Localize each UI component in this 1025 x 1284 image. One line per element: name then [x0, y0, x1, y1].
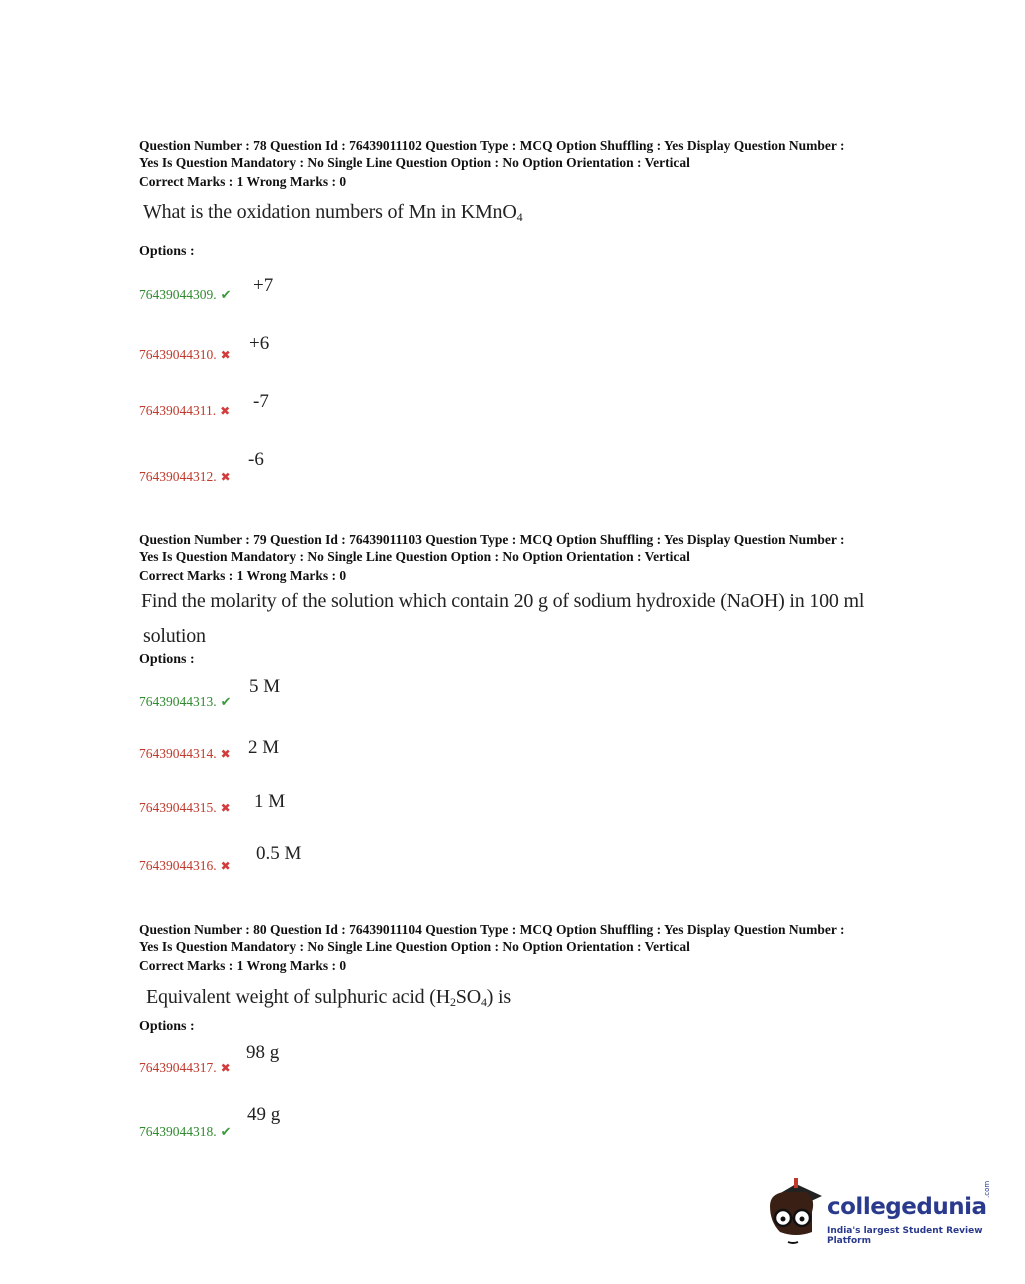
meta-line-2: Yes Is Question Mandatory : No Single Line Question Option : No Option Orientation : Vertical — [139, 939, 690, 954]
question-78-text: What is the oxidation numbers of Mn in KMnO$_4$ — [143, 201, 523, 224]
cross-mark-icon: ✖ — [220, 470, 231, 484]
option-id: 76439044315. ✖ — [139, 800, 231, 815]
option-value: +7 — [253, 275, 274, 296]
question-79-meta — [139, 531, 939, 584]
option-id: 76439044310. ✖ — [139, 347, 231, 362]
option-id: 76439044318. ✔ — [139, 1124, 232, 1139]
meta-line-1: Question Number : 79 Question Id : 76439011103 Question Type : MCQ Option Shuffling : Yes Display Question Number : — [139, 532, 845, 547]
option-id: 76439044316. ✖ — [139, 858, 231, 873]
option-value: -7 — [253, 391, 269, 412]
option-id: 76439044309. ✔ — [139, 287, 232, 302]
meta-line-1: Question Number : 80 Question Id : 76439011104 Question Type : MCQ Option Shuffling : Yes Display Question Number : — [139, 922, 845, 937]
marks-line: Correct Marks : 1 Wrong Marks : 0 — [139, 958, 347, 973]
option-id: 76439044317. ✖ — [139, 1060, 231, 1075]
option-id: 76439044312. ✖ — [139, 469, 231, 484]
cross-mark-icon: ✖ — [220, 1061, 231, 1075]
option-id: 76439044311. ✖ — [139, 403, 231, 418]
option-value: 5 M — [249, 676, 281, 697]
question-79-text-line-2: solution — [143, 625, 206, 647]
options-label: Options : — [139, 1019, 195, 1034]
option-value: 1 M — [254, 791, 286, 812]
meta-line-1: Question Number : 78 Question Id : 76439011102 Question Type : MCQ Option Shuffling : Yes Display Question Number : — [139, 138, 845, 153]
option-value: 49 g — [247, 1104, 281, 1125]
marks-line: Correct Marks : 1 Wrong Marks : 0 — [139, 568, 347, 583]
option-value: -6 — [248, 449, 264, 470]
option-id: 76439044314. ✖ — [139, 746, 231, 761]
option-value: +6 — [249, 333, 270, 354]
brand-suffix: .com — [983, 1180, 991, 1198]
collegedunia-mascot-logo — [766, 1176, 826, 1246]
option-value: 0.5 M — [256, 843, 302, 864]
question-80-meta — [139, 921, 939, 974]
cross-mark-icon: ✖ — [220, 348, 231, 362]
check-mark-icon: ✔ — [220, 287, 232, 302]
options-label: Options : — [139, 652, 195, 667]
option-value: 2 M — [248, 737, 280, 758]
question-80-text: Equivalent weight of sulphuric acid $(H_2SO_4)$ is — [146, 986, 511, 1009]
check-mark-icon: ✔ — [220, 1124, 232, 1139]
options-label: Options : — [139, 244, 195, 259]
question-78-meta — [139, 137, 939, 190]
cross-mark-icon: ✖ — [220, 404, 231, 418]
marks-line: Correct Marks : 1 Wrong Marks : 0 — [139, 174, 347, 189]
cross-mark-icon: ✖ — [220, 801, 231, 815]
option-id: 76439044313. ✔ — [139, 694, 232, 709]
cross-mark-icon: ✖ — [220, 859, 231, 873]
meta-line-2: Yes Is Question Mandatory : No Single Line Question Option : No Option Orientation : Vertical — [139, 155, 690, 170]
option-value: 98 g — [246, 1042, 280, 1063]
check-mark-icon: ✔ — [220, 694, 232, 709]
question-79-text-line-1: Find the molarity of the solution which contain 20 g of sodium hydroxide (NaOH) in 100 ml — [141, 590, 865, 612]
brand-tagline: India's largest Student Review Platform — [827, 1226, 983, 1246]
meta-line-2: Yes Is Question Mandatory : No Single Line Question Option : No Option Orientation : Vertical — [139, 549, 690, 564]
cross-mark-icon: ✖ — [220, 747, 231, 761]
brand-name: collegedunia — [827, 1194, 987, 1220]
